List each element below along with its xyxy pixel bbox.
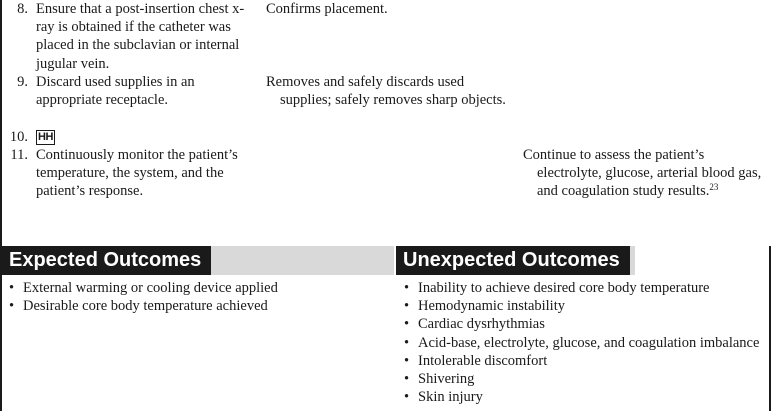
step-rationale: Confirms placement. xyxy=(266,1,388,17)
special-considerations xyxy=(523,146,769,201)
step-text: Continuously monitor the patient’s temperature, the system, and the patient’s response. xyxy=(36,147,238,200)
step-text: Ensure that a post-insertion chest x-ray is obtained if the catheter was placed in the subclavian or internal jugular vein. xyxy=(36,1,245,72)
hand-hygiene-label: HH xyxy=(38,131,53,143)
outcome-item: • Skin injury xyxy=(403,388,759,406)
step-number: 10. xyxy=(9,129,28,145)
expected-outcomes-list xyxy=(8,279,278,315)
outcome-item: • Intolerable discomfort xyxy=(403,352,759,370)
outcome-item: • Shivering xyxy=(403,370,759,388)
unexpected-outcomes-title: Unexpected Outcomes xyxy=(396,246,630,275)
outcome-item: • External warming or cooling device applied xyxy=(8,279,278,297)
unexpected-outcomes-list xyxy=(403,279,759,406)
unexpected-outcomes-banner xyxy=(396,246,635,275)
outcome-item: • Desirable core body temperature achieved xyxy=(8,297,278,315)
left-border xyxy=(0,0,2,246)
outcome-item: • Cardiac dysrhythmias xyxy=(403,315,759,333)
expected-outcomes-title: Expected Outcomes xyxy=(2,246,211,275)
step-rationale: Removes and safely discards used supplies; safely removes sharp objects. xyxy=(266,74,506,109)
outcome-item: • Hemodynamic instability xyxy=(403,297,759,315)
outcome-item: • Inability to achieve desired core body temperature xyxy=(403,279,759,297)
reference-marker: 23 xyxy=(709,182,719,193)
expected-outcomes-banner xyxy=(2,246,394,275)
special-considerations-text: Continue to assess the patient’s electrolyte, glucose, arterial blood gas, and coagulation study results. xyxy=(523,147,762,200)
step-number: 9. xyxy=(17,74,28,90)
hand-hygiene-icon xyxy=(36,128,55,146)
outcome-item: • Acid-base, electrolyte, glucose, and coagulation imbalance xyxy=(403,334,759,352)
step-text: Discard used supplies in an appropriate receptacle. xyxy=(36,74,195,109)
step-number: 11. xyxy=(10,147,28,163)
step-number: 8. xyxy=(17,1,28,17)
